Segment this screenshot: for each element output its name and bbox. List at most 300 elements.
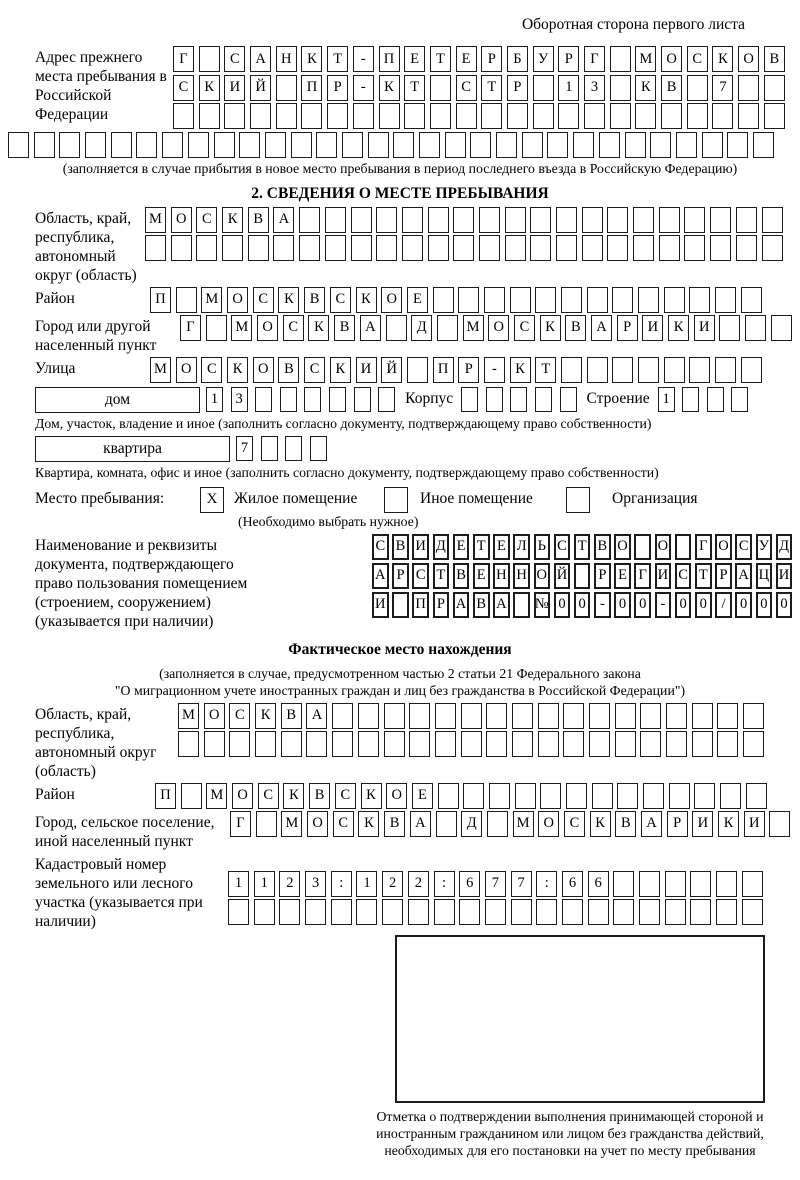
char-box: 7: [511, 871, 532, 897]
char-box: [561, 357, 582, 383]
char-box: [228, 899, 249, 925]
char-box: М: [206, 783, 227, 809]
actual-location-note-2: "О миграционном учете иностранных граждан и лиц без гражданства в Российской Федерации"): [114, 682, 686, 698]
char-box: 0: [695, 592, 712, 618]
char-box: [486, 703, 507, 729]
char-box: Д: [411, 315, 432, 341]
char-box: [178, 731, 199, 757]
char-box: [261, 436, 278, 461]
char-box: С: [258, 783, 279, 809]
char-box: И: [744, 811, 765, 837]
document-cells-1: [372, 534, 792, 560]
char-box: [582, 207, 603, 233]
char-box: [717, 731, 738, 757]
char-box: [599, 132, 620, 158]
char-box: В: [661, 75, 682, 101]
char-box: М: [231, 315, 252, 341]
char-box: [640, 703, 661, 729]
char-box: [510, 287, 531, 313]
char-box: [511, 899, 532, 925]
cadastral-label: Кадастровый номер земельного или лесного участка (указывается при наличии): [35, 855, 203, 930]
char-box: [136, 132, 157, 158]
stay-other-premises-label: Иное помещение: [420, 489, 533, 507]
s2-city-cells: [180, 315, 792, 341]
char-box: [738, 75, 759, 101]
char-box: [376, 207, 397, 233]
char-box: К: [668, 315, 689, 341]
char-box: В: [384, 811, 405, 837]
char-box: О: [655, 534, 672, 560]
char-box: [255, 387, 272, 412]
actual-location-title: Фактическое место нахождения: [288, 640, 512, 658]
char-box: [715, 287, 736, 313]
char-box: [738, 103, 759, 129]
char-box: [438, 783, 459, 809]
char-box: М: [635, 46, 656, 72]
char-box: [584, 103, 605, 129]
char-box: [305, 899, 326, 925]
char-box: В: [334, 315, 355, 341]
char-box: [634, 534, 651, 560]
char-box: 7: [236, 436, 253, 461]
s2-district-cells: [150, 287, 762, 313]
char-box: М: [513, 811, 534, 837]
char-box: [145, 235, 166, 261]
stroenie-label: Строение: [586, 389, 650, 407]
char-box: Т: [473, 534, 490, 560]
char-box: [353, 103, 374, 129]
char-box: [522, 132, 543, 158]
char-box: :: [434, 871, 455, 897]
char-box: [607, 207, 628, 233]
char-box: [736, 207, 757, 233]
char-box: 1: [228, 871, 249, 897]
char-box: Р: [481, 46, 502, 72]
char-box: Е: [493, 534, 510, 560]
prev-address-note: (заполняется в случае прибытия в новое место пребывания в период последнего въезда в Российскую Федерацию): [62, 160, 738, 176]
char-box: [530, 207, 551, 233]
char-box: В: [309, 783, 330, 809]
char-box: [716, 899, 737, 925]
char-box: [461, 731, 482, 757]
char-box: [692, 703, 713, 729]
house-box-label: дом: [35, 387, 200, 413]
char-box: 0: [675, 592, 692, 618]
char-box: [587, 357, 608, 383]
char-box: А: [591, 315, 612, 341]
char-box: [753, 132, 774, 158]
char-box: К: [222, 207, 243, 233]
char-box: [479, 235, 500, 261]
char-box: [379, 103, 400, 129]
char-box: [574, 563, 591, 589]
char-box: [435, 731, 456, 757]
char-box: [285, 436, 302, 461]
char-box: О: [715, 534, 732, 560]
char-box: К: [356, 287, 377, 313]
char-box: Р: [558, 46, 579, 72]
actual-city-row: [35, 811, 800, 851]
char-box: [607, 235, 628, 261]
char-box: Д: [461, 811, 482, 837]
char-box: [463, 783, 484, 809]
char-box: [436, 811, 457, 837]
char-box: К: [540, 315, 561, 341]
char-box: [196, 235, 217, 261]
char-box: [453, 207, 474, 233]
char-box: [281, 731, 302, 757]
char-box: Т: [327, 46, 348, 72]
char-box: [684, 235, 705, 261]
char-box: [214, 132, 235, 158]
house-cells: [206, 387, 395, 412]
prev-address-label: Адрес прежнего места пребывания в Российской Федерации: [35, 49, 167, 123]
char-box: 0: [634, 592, 651, 618]
document-label: Наименование и реквизиты документа, подтверждающего право пользования помещением (строением, сооружением) (указывается при наличии): [35, 536, 248, 630]
char-box: [560, 387, 577, 412]
char-box: [199, 103, 220, 129]
char-box: [384, 703, 405, 729]
char-box: [34, 132, 55, 158]
char-box: А: [306, 703, 327, 729]
char-box: Т: [404, 75, 425, 101]
char-box: [587, 287, 608, 313]
char-box: О: [614, 534, 631, 560]
char-box: О: [381, 287, 402, 313]
char-box: [612, 357, 633, 383]
stay-dwelling-label: Жилое помещение: [234, 489, 358, 507]
char-box: М: [281, 811, 302, 837]
char-box: [486, 731, 507, 757]
char-box: [736, 235, 757, 261]
char-box: [563, 731, 584, 757]
char-box: В: [565, 315, 586, 341]
char-box: С: [304, 357, 325, 383]
char-box: К: [301, 46, 322, 72]
char-box: [743, 731, 764, 757]
char-box: П: [379, 46, 400, 72]
char-box: [643, 783, 664, 809]
char-box: [430, 75, 451, 101]
char-box: [639, 871, 660, 897]
char-box: С: [253, 287, 274, 313]
char-box: [111, 132, 132, 158]
char-box: [535, 387, 552, 412]
char-box: Н: [493, 563, 510, 589]
char-box: [434, 899, 455, 925]
char-box: [717, 703, 738, 729]
char-box: [176, 287, 197, 313]
char-box: [664, 357, 685, 383]
char-box: В: [615, 811, 636, 837]
char-box: Т: [430, 46, 451, 72]
char-box: А: [410, 811, 431, 837]
char-box: Й: [381, 357, 402, 383]
char-box: [530, 235, 551, 261]
char-box: [181, 783, 202, 809]
char-box: В: [473, 592, 490, 618]
char-box: [573, 132, 594, 158]
char-box: [188, 132, 209, 158]
char-box: [741, 357, 762, 383]
char-box: 6: [562, 871, 583, 897]
char-box: [762, 235, 783, 261]
char-box: К: [308, 315, 329, 341]
char-box: 3: [305, 871, 326, 897]
char-box: [582, 235, 603, 261]
char-box: [459, 899, 480, 925]
char-box: [687, 103, 708, 129]
char-box: -: [353, 46, 374, 72]
char-box: [589, 703, 610, 729]
char-box: Р: [507, 75, 528, 101]
char-box: [386, 315, 407, 341]
actual-city-label: Город, сельское поселение, иной населенный пункт: [35, 813, 215, 850]
char-box: [239, 132, 260, 158]
char-box: М: [145, 207, 166, 233]
char-box: А: [273, 207, 294, 233]
char-box: [351, 235, 372, 261]
char-box: [742, 899, 763, 925]
char-box: К: [510, 357, 531, 383]
char-box: [291, 132, 312, 158]
actual-district-row: [35, 783, 800, 809]
char-box: Д: [776, 534, 793, 560]
char-box: М: [178, 703, 199, 729]
char-box: С: [687, 46, 708, 72]
char-box: [280, 387, 297, 412]
char-box: [665, 871, 686, 897]
char-box: -: [353, 75, 374, 101]
char-box: А: [453, 592, 470, 618]
char-box: [299, 207, 320, 233]
char-box: В: [392, 534, 409, 560]
char-box: [535, 287, 556, 313]
char-box: С: [224, 46, 245, 72]
char-box: 7: [712, 75, 733, 101]
char-box: С: [412, 563, 429, 589]
char-box: [720, 783, 741, 809]
char-box: 0: [554, 592, 571, 618]
stay-other-premises-checkbox: [384, 487, 408, 513]
s2-region-row: [35, 207, 800, 285]
char-box: [613, 899, 634, 925]
char-box: [428, 207, 449, 233]
char-box: 1: [206, 387, 223, 412]
stay-organization-label: Организация: [612, 489, 698, 507]
char-box: [199, 46, 220, 72]
char-box: [358, 731, 379, 757]
char-box: :: [331, 871, 352, 897]
char-box: Е: [407, 287, 428, 313]
char-box: [392, 592, 409, 618]
char-box: [589, 731, 610, 757]
char-box: [351, 207, 372, 233]
char-box: М: [150, 357, 171, 383]
char-box: [368, 132, 389, 158]
char-box: Р: [327, 75, 348, 101]
char-box: [684, 207, 705, 233]
char-box: К: [199, 75, 220, 101]
char-box: И: [655, 563, 672, 589]
char-box: Г: [634, 563, 651, 589]
char-box: [533, 75, 554, 101]
char-box: [407, 357, 428, 383]
char-box: А: [250, 46, 271, 72]
char-box: Е: [412, 783, 433, 809]
char-box: [669, 783, 690, 809]
char-box: С: [675, 563, 692, 589]
char-box: [456, 103, 477, 129]
char-box: [306, 731, 327, 757]
char-box: О: [738, 46, 759, 72]
char-box: [171, 235, 192, 261]
char-box: [540, 783, 561, 809]
char-box: [484, 287, 505, 313]
char-box: [428, 235, 449, 261]
char-box: [666, 703, 687, 729]
char-box: [694, 783, 715, 809]
char-box: [248, 235, 269, 261]
char-box: [515, 783, 536, 809]
char-box: [173, 103, 194, 129]
stamp-area-box: [395, 935, 765, 1103]
char-box: 3: [231, 387, 248, 412]
char-box: [486, 387, 503, 412]
char-box: Р: [594, 563, 611, 589]
char-box: [666, 731, 687, 757]
char-box: [690, 899, 711, 925]
char-box: [592, 783, 613, 809]
char-box: [664, 287, 685, 313]
prev-address-row-4: [8, 132, 800, 158]
house-note: Дом, участок, владение и иное (заполнить согласно документу, подтверждающему право собственности): [35, 415, 652, 431]
char-box: [692, 731, 713, 757]
char-box: Р: [458, 357, 479, 383]
char-box: /: [715, 592, 732, 618]
char-box: [746, 783, 767, 809]
char-box: И: [412, 534, 429, 560]
char-box: С: [201, 357, 222, 383]
actual-region-cells-1: [178, 703, 764, 729]
char-box: [356, 899, 377, 925]
char-box: [741, 287, 762, 313]
char-box: [566, 783, 587, 809]
char-box: [719, 315, 740, 341]
char-box: [505, 207, 526, 233]
char-box: [254, 899, 275, 925]
char-box: [256, 811, 277, 837]
s2-district-label: Район: [35, 289, 75, 307]
char-box: [430, 103, 451, 129]
char-box: [538, 731, 559, 757]
char-box: [445, 132, 466, 158]
char-box: У: [533, 46, 554, 72]
char-box: [633, 207, 654, 233]
char-box: [716, 871, 737, 897]
char-box: К: [379, 75, 400, 101]
char-box: [332, 731, 353, 757]
char-box: [8, 132, 29, 158]
apartment-box-label: квартира: [35, 436, 230, 462]
char-box: [304, 387, 321, 412]
cadastral-row: [35, 853, 800, 931]
char-box: [562, 899, 583, 925]
char-box: [229, 731, 250, 757]
apartment-cells: [236, 436, 327, 461]
char-box: [533, 103, 554, 129]
char-box: Г: [180, 315, 201, 341]
char-box: [402, 235, 423, 261]
char-box: [437, 315, 458, 341]
char-box: Р: [617, 315, 638, 341]
prev-address-row-1: [173, 46, 785, 72]
char-box: А: [641, 811, 662, 837]
char-box: К: [278, 287, 299, 313]
char-box: Г: [230, 811, 251, 837]
char-box: [650, 132, 671, 158]
char-box: А: [372, 563, 389, 589]
char-box: Б: [507, 46, 528, 72]
char-box: [331, 899, 352, 925]
char-box: [85, 132, 106, 158]
char-box: :: [536, 871, 557, 897]
char-box: [327, 103, 348, 129]
char-box: Т: [574, 534, 591, 560]
char-box: [59, 132, 80, 158]
char-box: [682, 387, 699, 412]
char-box: С: [173, 75, 194, 101]
char-box: [661, 103, 682, 129]
char-box: С: [456, 75, 477, 101]
actual-location-note-1: (заполняется в случае, предусмотренном частью 2 статьи 21 Федерального закона: [159, 665, 641, 681]
char-box: И: [692, 811, 713, 837]
char-box: [659, 235, 680, 261]
document-cells-2: [372, 563, 792, 589]
char-box: И: [642, 315, 663, 341]
char-box: П: [301, 75, 322, 101]
char-box: [505, 235, 526, 261]
stay-dwelling-checkbox: X: [200, 487, 224, 513]
stay-type-label: Место пребывания:: [35, 489, 165, 507]
char-box: [638, 287, 659, 313]
char-box: 2: [382, 871, 403, 897]
char-box: О: [538, 811, 559, 837]
char-box: [481, 103, 502, 129]
cadastral-cells-1: [228, 871, 763, 897]
s2-region-label: Область, край, республика, автономный округ (область): [35, 209, 137, 284]
char-box: [745, 315, 766, 341]
char-box: [712, 103, 733, 129]
char-box: 3: [584, 75, 605, 101]
char-box: [382, 899, 403, 925]
char-box: [640, 731, 661, 757]
char-box: [461, 703, 482, 729]
char-box: [687, 75, 708, 101]
char-box: 2: [408, 871, 429, 897]
char-box: Р: [433, 592, 450, 618]
char-box: [273, 235, 294, 261]
char-box: М: [463, 315, 484, 341]
char-box: -: [594, 592, 611, 618]
char-box: [665, 899, 686, 925]
char-box: Й: [554, 563, 571, 589]
char-box: [764, 75, 785, 101]
char-box: Е: [404, 46, 425, 72]
char-box: [409, 731, 430, 757]
actual-region-row: [35, 703, 800, 781]
s2-street-cells: [150, 357, 762, 383]
